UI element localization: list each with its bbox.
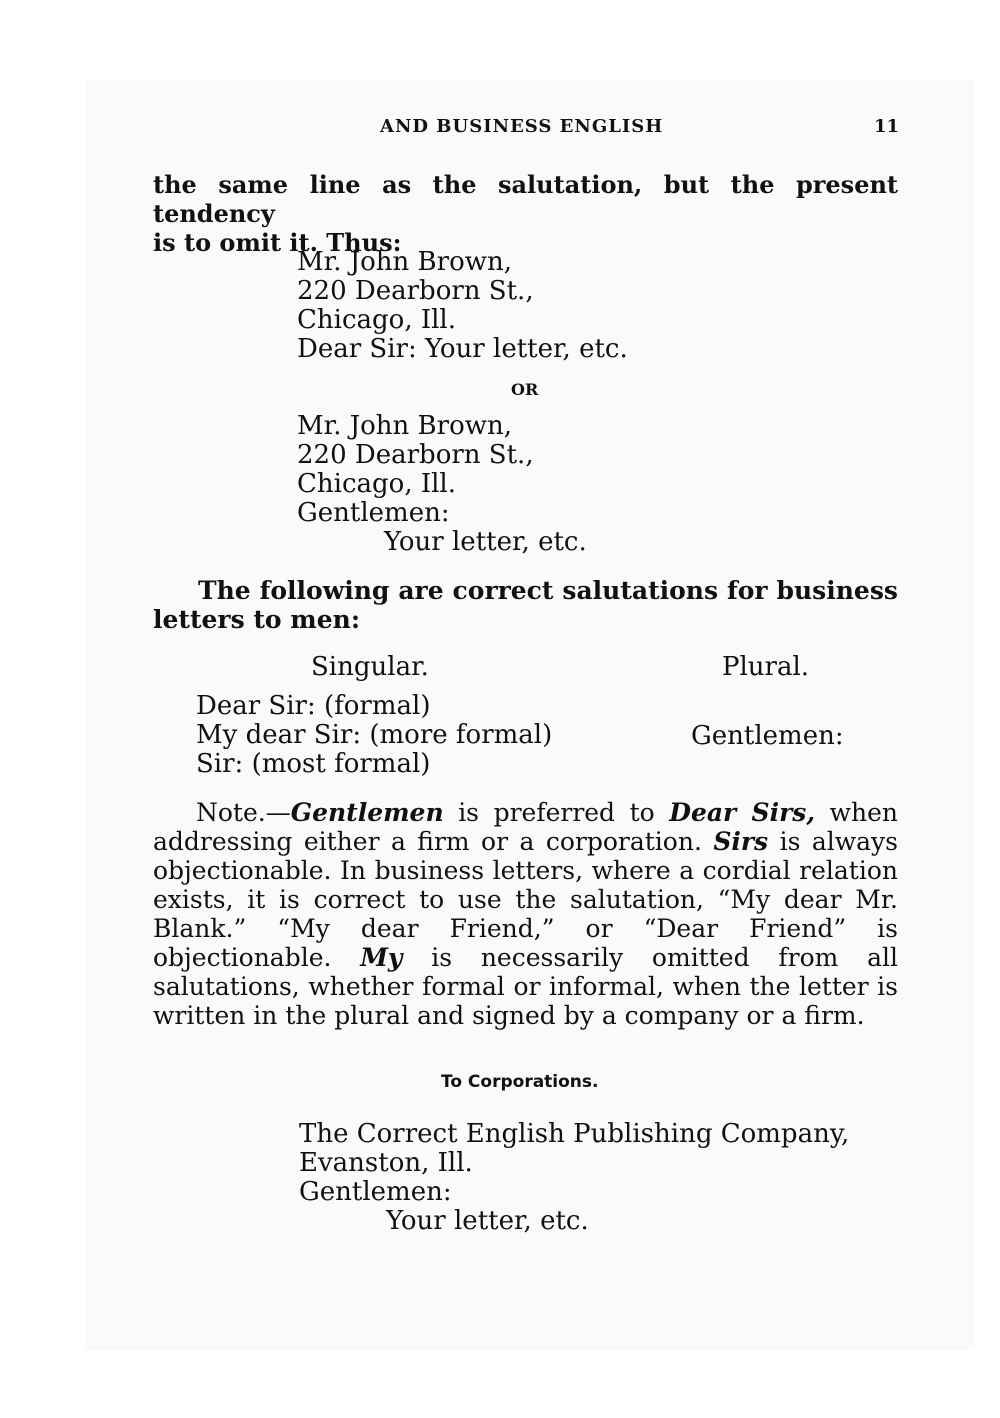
- address-line: 220 Dearborn St.,: [297, 440, 534, 470]
- salutation-most-formal: Sir: (most formal): [196, 749, 431, 779]
- note-text: is necessarily omitted from all salutations, whether formal or informal, when the letter is written in the plural and signed by a company or a firm.: [153, 943, 898, 1030]
- page-number: 11: [874, 116, 900, 137]
- following-line-1: The following are correct salutations for business: [198, 576, 898, 605]
- or-separator: OR: [511, 380, 539, 399]
- salutation-more-formal: My dear Sir: (more formal): [196, 720, 553, 750]
- following-line-2: letters to men:: [153, 605, 361, 634]
- note-term-my: My: [360, 943, 403, 972]
- singular-header: Singular.: [311, 652, 429, 682]
- note-term-dear-sirs: Dear Sirs,: [669, 798, 816, 827]
- plural-salutation: Gentlemen:: [691, 721, 844, 751]
- address-line: 220 Dearborn St.,: [297, 276, 534, 306]
- salutation-line: Gentlemen:: [297, 498, 450, 528]
- letter-opening: Your letter, etc.: [384, 527, 587, 557]
- salutation-line: Gentlemen:: [299, 1177, 452, 1207]
- note-prefix: Note.—: [196, 798, 291, 827]
- intro-line-2: is to omit it. Thus:: [153, 228, 402, 257]
- salutation-line: Dear Sir: Your letter, etc.: [297, 334, 628, 364]
- intro-paragraph: [153, 170, 898, 257]
- running-header: AND BUSINESS ENGLISH: [380, 116, 664, 137]
- following-paragraph: [153, 576, 898, 634]
- address-line: Mr. John Brown,: [297, 247, 513, 277]
- note-text: when addressing either a firm or a corporation.: [153, 798, 898, 856]
- address-line: Chicago, Ill.: [297, 469, 457, 499]
- letter-opening: Your letter, etc.: [386, 1206, 589, 1236]
- corporation-address: [299, 1120, 849, 1236]
- singular-salutations: [196, 692, 552, 779]
- address-line: Chicago, Ill.: [297, 305, 457, 335]
- corporations-heading: To Corporations.: [441, 1072, 599, 1092]
- plural-header: Plural.: [722, 652, 810, 682]
- note-paragraph: [153, 798, 898, 1030]
- note-text: is always objectionable. In business letters, where a cordial relation exists, it is correct to use the salutation, “My dear Mr. Blank.” “My dear Friend,” or “Dear Friend” is objectionable.: [153, 827, 898, 972]
- example-address-1: [297, 248, 628, 364]
- note-term-sirs: Sirs: [713, 827, 769, 856]
- address-line: Evanston, Ill.: [299, 1148, 473, 1178]
- intro-line-1: the same line as the salutation, but the present tendency: [153, 170, 898, 228]
- note-text: is preferred to: [443, 798, 670, 827]
- address-line: The Correct English Publishing Company,: [299, 1119, 850, 1149]
- example-address-2: [297, 412, 587, 557]
- address-line: Mr. John Brown,: [297, 411, 513, 441]
- salutation-formal: Dear Sir: (formal): [196, 691, 431, 721]
- note-term-gentlemen: Gentlemen: [290, 798, 444, 827]
